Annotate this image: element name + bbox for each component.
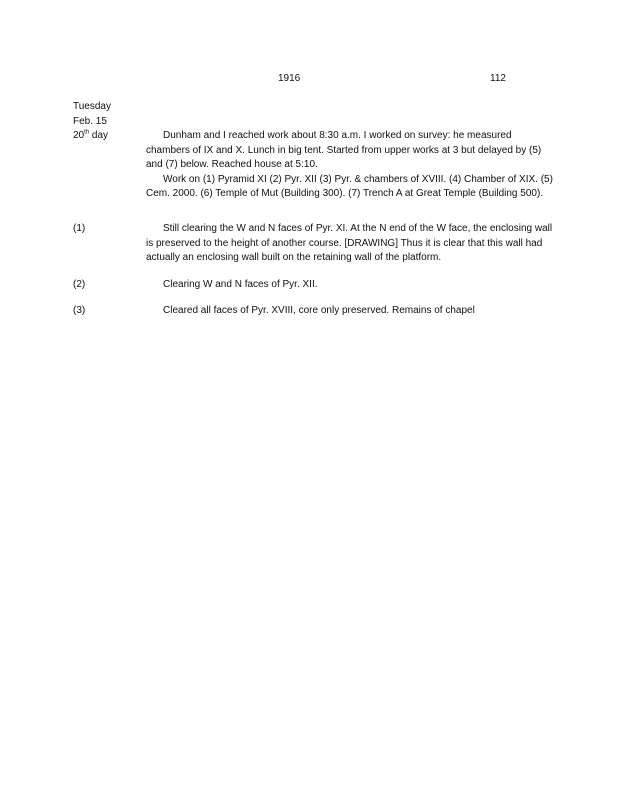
page-year: 1916 xyxy=(278,73,301,84)
item-label-3: (3) xyxy=(73,305,86,316)
entry-paragraph-2: Work on (1) Pyramid XI (2) Pyr. XII (3) Pyr. & chambers of XVIII. (4) Chamber of XIX. (5) Cem. 2000. (6) Temple of Mut (Building 300). (7) Trench A at Great Temple (Building 500). xyxy=(146,173,553,199)
day-number: 20 xyxy=(73,130,85,141)
weekday: Tuesday xyxy=(73,101,111,112)
day-count xyxy=(73,129,111,144)
item-label-1: (1) xyxy=(73,223,86,234)
item-text-3: Cleared all faces of Pyr. XVIII, core only preserved. Remains of chapel xyxy=(163,305,475,316)
item-text-2: Clearing W and N faces of Pyr. XII. xyxy=(163,279,318,290)
page-number: 112 xyxy=(490,73,506,84)
month-day: Feb. 15 xyxy=(73,115,107,127)
item-text-1: Still clearing the W and N faces of Pyr. XI. At the N end of the W face, the enclosing wall is preserved to the height of another course. [DRAWING] Thus it is clear that this wall had actually an enclosing wall built on the retaining wall of the platform. xyxy=(146,223,553,263)
day-suffix: th xyxy=(84,129,90,136)
date-block xyxy=(73,100,111,144)
entry-paragraph-1: Dunham and I reached work about 8:30 a.m. I worked on survey: he measured chambers of IX and X. Lunch in big tent. Started from upper works at 3 but delayed by (5) and (7) below. Reached house at 5:10. xyxy=(146,130,542,170)
entry-body xyxy=(146,129,556,202)
item-label-2: (2) xyxy=(73,279,86,290)
day-word: day xyxy=(89,130,109,141)
